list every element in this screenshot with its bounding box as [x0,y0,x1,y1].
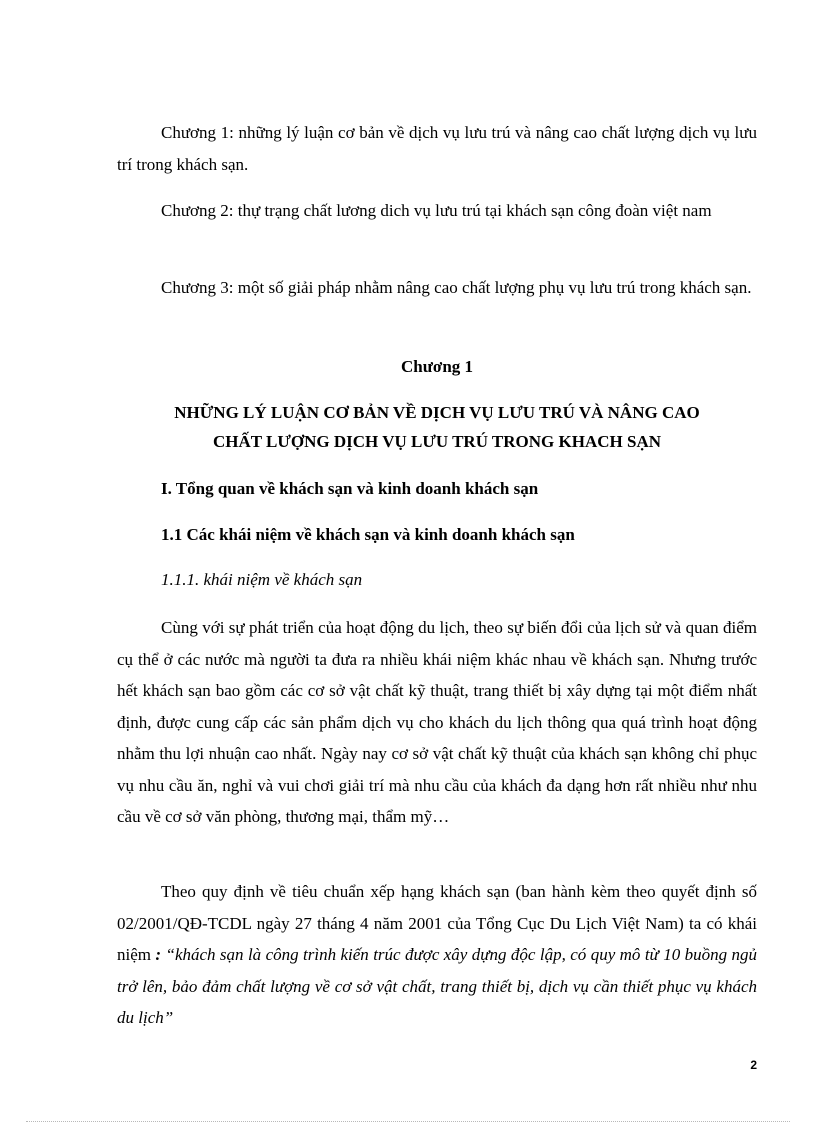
chapter-label: Chương 1 [400,357,474,376]
definition-quote: “khách sạn là công trình kiến trúc được xây dựng độc lập, có quy mô từ 10 buồng ngủ trở lên, bảo đảm chất lượng về cơ sở vật chất, trang thiết bị, dịch vụ cần thiết phục vụ khách du lịch” [117,945,758,1027]
section-heading-1-1: 1.1 Các khái niệm về khách sạn và kinh doanh khách sạn [161,525,575,544]
section-heading-1-1-1: 1.1.1. khái niệm về khách sạn [161,570,363,589]
intro-paragraph-chapter-2: Chương 2: thự trạng chất lương dich vụ lưu trú tại khách sạn công đoàn việt nam [161,201,712,220]
section-heading-i: I. Tổng quan về khách sạn và kinh doanh khách sạn [161,479,539,498]
intro-paragraph-chapter-1: Chương 1: những lý luận cơ bản về dịch vụ lưu trú và nâng cao chất lượng dịch vụ lưu trí trong khách sạn. [117,123,757,174]
body-paragraph-2-text: Theo quy định về tiêu chuẩn xếp hạng khách sạn (ban hành kèm theo quyết định số 02/2001/QĐ-TCDL ngày 27 tháng 4 năm 2001 của Tổng Cục Du Lịch Việt Nam) ta có khái niệm [117,882,757,964]
page-number: 2 [750,1058,757,1072]
chapter-title-line-1: NHỮNG LÝ LUẬN CƠ BẢN VỀ DỊCH VỤ LƯU TRÚ VÀ NÂNG CAO [174,403,700,422]
page-bottom-border [26,1121,790,1122]
body-paragraph-2 [117,876,757,1034]
body-paragraph-1: Cùng với sự phát triển của hoạt động du lịch, theo sự biến đổi của lịch sử và quan điểm cụ thể ở các nước mà người ta đưa ra nhiều khái niệm khác nhau về khách sạn. Nhưng trước hết khách sạn bao gồm các cơ sở vật chất kỹ thuật, trang thiết bị xây dựng tại một điểm nhất định, được cung cấp các sản phẩm dịch vụ cho khách du lịch thông qua quá trình hoạt động nhằm thu lợi nhuận cao nhất. Ngày nay cơ sở vật chất kỹ thuật của khách sạn không chỉ phục vụ nhu cầu ăn, nghỉ và vui chơi giải trí mà nhu cầu của khách đa dạng hơn rất nhiều như nhu cầu về cơ sở văn phòng, thương mại, thẩm mỹ… [117,618,757,826]
body-paragraph-2-colon: : [155,945,162,964]
chapter-title-line-2: CHẤT LƯỢNG DỊCH VỤ LƯU TRÚ TRONG KHACH SẠN [212,432,662,451]
intro-paragraph-chapter-3: Chương 3: một số giải pháp nhằm nâng cao chất lượng phụ vụ lưu trú trong khách sạn. [161,278,752,297]
